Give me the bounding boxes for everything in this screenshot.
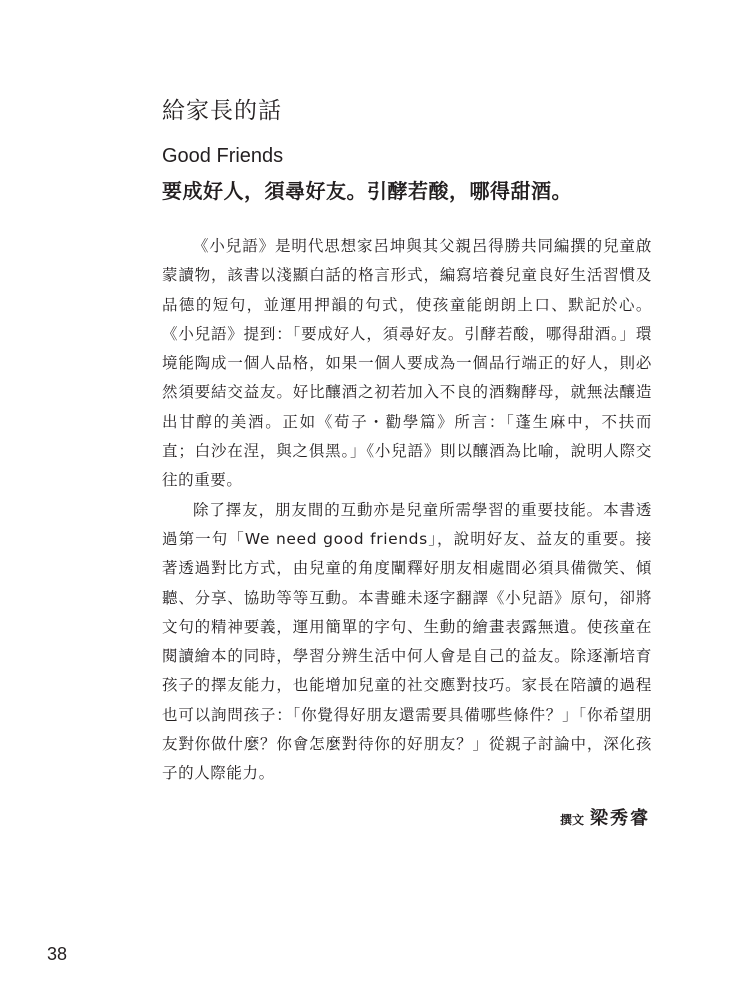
subtitle-chinese: 要成好人，須尋好友。引酵若酸，哪得甜酒。 (162, 179, 572, 203)
subtitle-english: Good Friends (162, 145, 284, 167)
author-signature (560, 804, 650, 830)
page-title: 給家長的話 (162, 98, 282, 124)
paragraph-1: 《小兒語》是明代思想家呂坤與其父親呂得勝共同編撰的兒童啟蒙讀物，該書以淺顯白話的格言形式，編寫培養兒童良好生活習慣及品德的短句，並運用押韻的句式，使孩童能朗朗上口、默記於心。《小兒語》提到：「要成好人，須尋好友。引酵若酸，哪得甜酒。」環境能陶成一個人品格，如果一個人要成為一個品行端正的好人，則必然須要結交益友。好比釀酒之初若加入不良的酒麴酵母，就無法釀造出甘醇的美酒。正如《荀子・勸學篇》所言：「蓬生麻中，不扶而直；白沙在涅，與之俱黑。」《小兒語》則以釀酒為比喻，說明人際交往的重要。 (162, 237, 652, 490)
body-text (162, 232, 652, 789)
page-number: 38 (47, 944, 68, 964)
signature-label: 撰文 (559, 813, 584, 827)
paragraph-2: 除了擇友，朋友間的互動亦是兒童所需學習的重要技能。本書透過第一句「We need good friends」，說明好友、益友的重要。接著透過對比方式，由兒童的角度闡釋好朋友相處間必須具備微笑、傾聽、分享、協助等等互動。本書雖未逐字翻譯《小兒語》原句，卻將文句的精神要義，運用簡單的字句、生動的繪畫表露無遺。使孩童在閱讀繪本的同時，學習分辨生活中何人會是自己的益友。除逐漸培育孩子的擇友能力，也能增加兒童的社交應對技巧。家長在陪讀的過程也可以詢問孩子：「你覺得好朋友還需要具備哪些條件？」「你希望朋友對你做什麼？你會怎麼對待你的好朋友？」從親子討論中，深化孩子的人際能力。 (162, 500, 652, 783)
author-name: 梁秀睿 (590, 808, 650, 829)
